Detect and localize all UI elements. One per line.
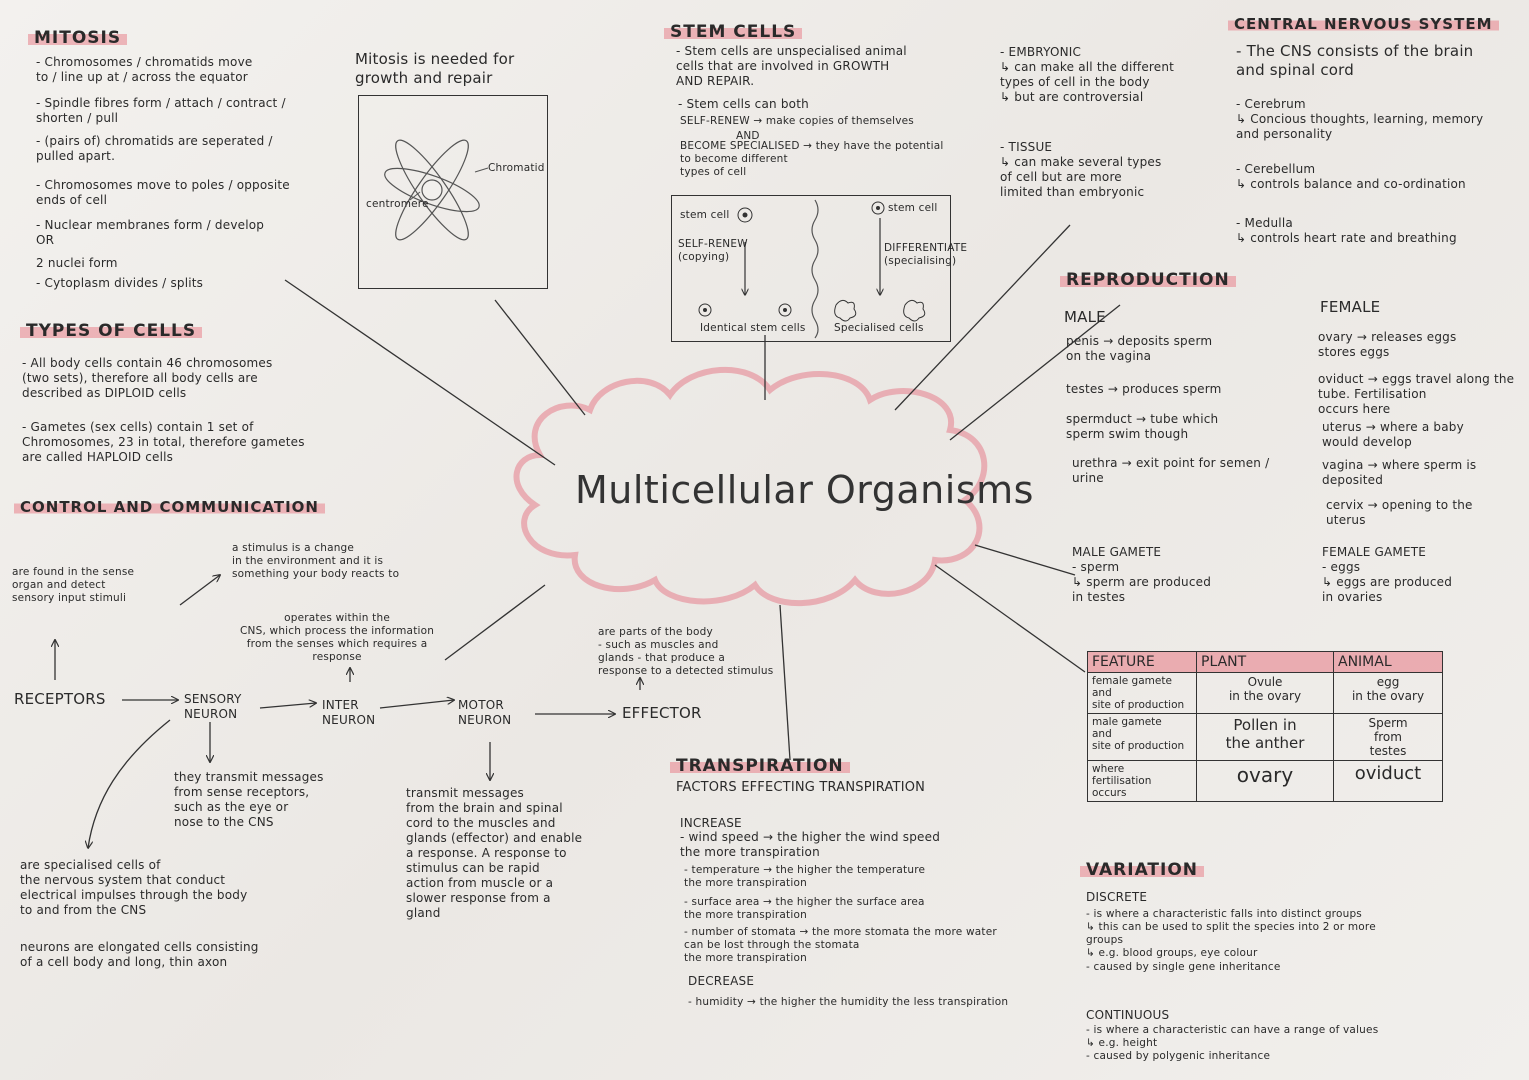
mitosis-diagram-frame [358, 95, 548, 289]
plant-animal-table [1087, 651, 1443, 802]
types-point: - All body cells contain 46 chromosomes (two sets), therefore all body cells are described as DIPLOID cells [22, 356, 273, 400]
table-cell: oviduct [1334, 761, 1443, 802]
mitosis-point: - Spindle fibres form / attach / contract / shorten / pull [36, 96, 286, 125]
types-of-cells-heading: TYPES OF CELLS [20, 321, 202, 341]
discrete-points: - is where a characteristic falls into distinct groups ↳ this can be used to split the species into 2 or more groups ↳ e.g. blood groups, eye colour - caused by single gene inheritance [1086, 908, 1376, 973]
transpiration-factor: - surface area → the higher the surface area the more transpiration [684, 896, 925, 922]
neurons-note: are specialised cells of the nervous system that conduct electrical impulses through the body to and from the CNS [20, 858, 248, 917]
specialised-cells-label: Specialised cells [834, 322, 924, 334]
effector-note: are parts of the body - such as muscles and glands - that produce a response to a detected stimulus [598, 626, 774, 678]
inter-neuron-label: INTER NEURON [322, 698, 376, 727]
increase-label: INCREASE [680, 816, 742, 830]
motor-neuron-label: MOTOR NEURON [458, 698, 512, 727]
receptors-label: RECEPTORS [14, 690, 106, 708]
mitosis-need-note: Mitosis is needed for growth and repair [355, 50, 515, 87]
mitosis-point: - Nuclear membranes form / develop OR [36, 218, 265, 247]
continuous-label: CONTINUOUS [1086, 1008, 1170, 1022]
table-cell: male gamete and site of production [1088, 714, 1197, 761]
cns-heading: CENTRAL NERVOUS SYSTEM [1228, 15, 1499, 33]
decrease-label: DECREASE [688, 974, 755, 988]
table-cell: Ovule in the ovary [1197, 673, 1334, 714]
sensory-neuron-note: they transmit messages from sense receptors, such as the eye or nose to the CNS [174, 770, 324, 829]
self-renew-note: SELF-RENEW → make copies of themselves [680, 115, 914, 127]
female-organ: ovary → releases eggs stores eggs [1318, 330, 1457, 359]
female-label: FEMALE [1320, 298, 1381, 316]
table-cell: Pollen in the anther [1197, 714, 1334, 761]
transpiration-heading: TRANSPIRATION [670, 756, 850, 776]
male-organ: spermduct → tube which sperm swim though [1066, 412, 1219, 441]
male-organ: testes → produces sperm [1066, 382, 1222, 396]
identical-stem-cells-label: Identical stem cells [700, 322, 806, 334]
table-header-row [1088, 652, 1443, 673]
mitosis-heading: MITOSIS [28, 28, 127, 48]
cns-point: - Medulla ↳ controls heart rate and breathing [1236, 216, 1457, 245]
types-point: - Gametes (sex cells) contain 1 set of Chromosomes, 23 in total, therefore gametes are called HAPLOID cells [22, 420, 305, 464]
cns-point: - Cerebrum ↳ Concious thoughts, learning, memory and personality [1236, 97, 1484, 141]
transpiration-subheading: FACTORS EFFECTING TRANSPIRATION [676, 780, 926, 795]
table-cell: female gamete and site of production [1088, 673, 1197, 714]
stem-cells-both: - Stem cells can both [678, 97, 809, 111]
self-renew-label: SELF-RENEW (copying) [678, 238, 748, 264]
sensory-neuron-label: SENSORY NEURON [184, 692, 242, 721]
female-gamete-note: FEMALE GAMETE - eggs ↳ eggs are produced in ovaries [1322, 545, 1453, 604]
table-header: FEATURE [1088, 652, 1197, 673]
mitosis-point: 2 nuclei form [36, 256, 118, 270]
female-organ: uterus → where a baby would develop [1322, 420, 1464, 449]
table-cell: where fertilisation occurs [1088, 761, 1197, 802]
female-organ: oviduct → eggs travel along the tube. Fertilisation occurs here [1318, 372, 1515, 416]
discrete-label: DISCRETE [1086, 890, 1148, 904]
table-header: PLANT [1197, 652, 1334, 673]
mitosis-point: - Cytoplasm divides / splits [36, 276, 204, 290]
centromere-label: centromere [366, 198, 429, 210]
transpiration-factor: - wind speed → the higher the wind speed the more transpiration [680, 830, 941, 859]
transpiration-factor: - number of stomata → the more stomata the more water can be lost through the stomata the more transpiration [684, 926, 997, 965]
reproduction-heading: REPRODUCTION [1060, 270, 1236, 290]
female-organ: cervix → opening to the uterus [1326, 498, 1473, 527]
mitosis-point: - Chromosomes / chromatids move to / line up at / across the equator [36, 55, 253, 84]
male-label: MALE [1064, 308, 1106, 326]
chromatid-label: Chromatid [488, 162, 545, 174]
mitosis-point: - Chromosomes move to poles / opposite ends of cell [36, 178, 290, 207]
table-cell: Sperm from testes [1334, 714, 1443, 761]
transpiration-factor: - temperature → the higher the temperature the more transpiration [684, 864, 926, 890]
male-gamete-note: MALE GAMETE - sperm ↳ sperm are produced in testes [1072, 545, 1212, 604]
differentiate-label: DIFFERENTIATE (specialising) [884, 242, 968, 268]
cns-point: - Cerebellum ↳ controls balance and co-ordination [1236, 162, 1466, 191]
stimulus-note: a stimulus is a change in the environment and it is something your body reacts to [232, 542, 400, 581]
embryonic-note: - EMBRYONIC ↳ can make all the different types of cell in the body ↳ but are controversial [1000, 45, 1175, 104]
table-row [1088, 673, 1443, 714]
transpiration-factor: - humidity → the higher the humidity the less transpiration [688, 996, 1009, 1008]
and-note: AND [736, 130, 760, 142]
table-header: ANIMAL [1334, 652, 1443, 673]
male-organ: penis → deposits sperm on the vagina [1066, 334, 1213, 363]
neurons-structure-note: neurons are elongated cells consisting of a cell body and long, thin axon [20, 940, 259, 969]
receptors-note: are found in the sense organ and detect sensory input stimuli [12, 566, 135, 605]
specialise-note: BECOME SPECIALISED → they have the potential to become different types of cell [680, 140, 944, 179]
stem-cell-label: stem cell [888, 202, 938, 214]
central-topic: Multicellular Organisms [575, 468, 1034, 512]
motor-neuron-note: transmit messages from the brain and spinal cord to the muscles and glands (effector) and enable a response. A response to stimulus can be rapid action from muscle or a slower response from a gland [406, 786, 583, 920]
tissue-note: - TISSUE ↳ can make several types of cell but are more limited than embryonic [1000, 140, 1162, 199]
table-row [1088, 761, 1443, 802]
male-organ: urethra → exit point for semen / urine [1072, 456, 1270, 485]
continuous-points: - is where a characteristic can have a range of values ↳ e.g. height - caused by polygenic inheritance [1086, 1024, 1379, 1063]
interneuron-note: operates within the CNS, which process the information from the senses which requires a response [240, 612, 435, 664]
effector-label: EFFECTOR [622, 704, 702, 722]
table-cell: ovary [1197, 761, 1334, 802]
mitosis-point: - (pairs of) chromatids are seperated / pulled apart. [36, 134, 273, 163]
variation-heading: VARIATION [1080, 860, 1204, 880]
stem-cell-label: stem cell [680, 209, 730, 221]
table-cell: egg in the ovary [1334, 673, 1443, 714]
female-organ: vagina → where sperm is deposited [1322, 458, 1477, 487]
control-heading: CONTROL AND COMMUNICATION [14, 498, 325, 516]
cns-point: - The CNS consists of the brain and spinal cord [1236, 42, 1474, 79]
stem-cells-heading: STEM CELLS [664, 22, 802, 42]
table-row [1088, 714, 1443, 761]
stem-cells-intro: - Stem cells are unspecialised animal cells that are involved in GROWTH AND REPAIR. [676, 44, 907, 88]
